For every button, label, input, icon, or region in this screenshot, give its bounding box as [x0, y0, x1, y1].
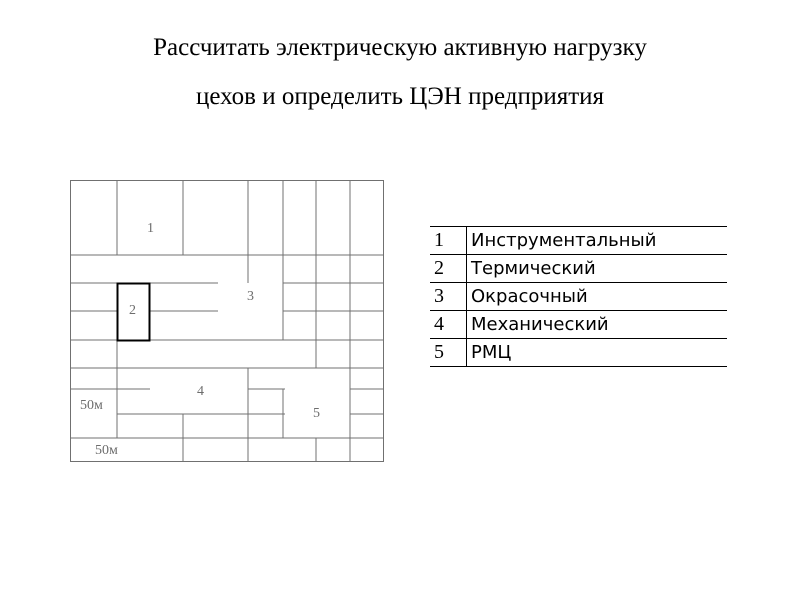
site-plan-grid — [70, 180, 384, 462]
legend-row — [430, 339, 727, 367]
legend-workshop-name: РМЦ — [467, 339, 728, 367]
title-line-2: цехов и определить ЦЭН предприятия — [195, 83, 605, 110]
block-4-label: 4 — [197, 384, 204, 399]
legend-number: 5 — [430, 339, 467, 367]
legend-row — [430, 227, 727, 255]
legend-number: 2 — [430, 255, 467, 283]
legend-workshop-name: Инструментальный — [467, 227, 728, 255]
title-line-1: Рассчитать электрическую активную нагрузку — [153, 34, 647, 61]
scale-label-horizontal: 50м — [95, 443, 118, 458]
legend-table — [430, 226, 727, 367]
legend-row — [430, 255, 727, 283]
legend-number: 4 — [430, 311, 467, 339]
legend-workshop-name: Механический — [467, 311, 728, 339]
block-3-label: 3 — [247, 289, 254, 304]
legend-row — [430, 311, 727, 339]
legend-number: 3 — [430, 283, 467, 311]
scale-label-vertical: 50м — [80, 398, 103, 413]
legend-workshop-name: Термический — [467, 255, 728, 283]
block-5-label: 5 — [313, 406, 320, 421]
legend-row — [430, 283, 727, 311]
block-1-label: 1 — [147, 221, 154, 236]
block-2-label: 2 — [129, 303, 136, 318]
site-plan — [70, 180, 384, 462]
legend-workshop-name: Окрасочный — [467, 283, 728, 311]
legend-number: 1 — [430, 227, 467, 255]
